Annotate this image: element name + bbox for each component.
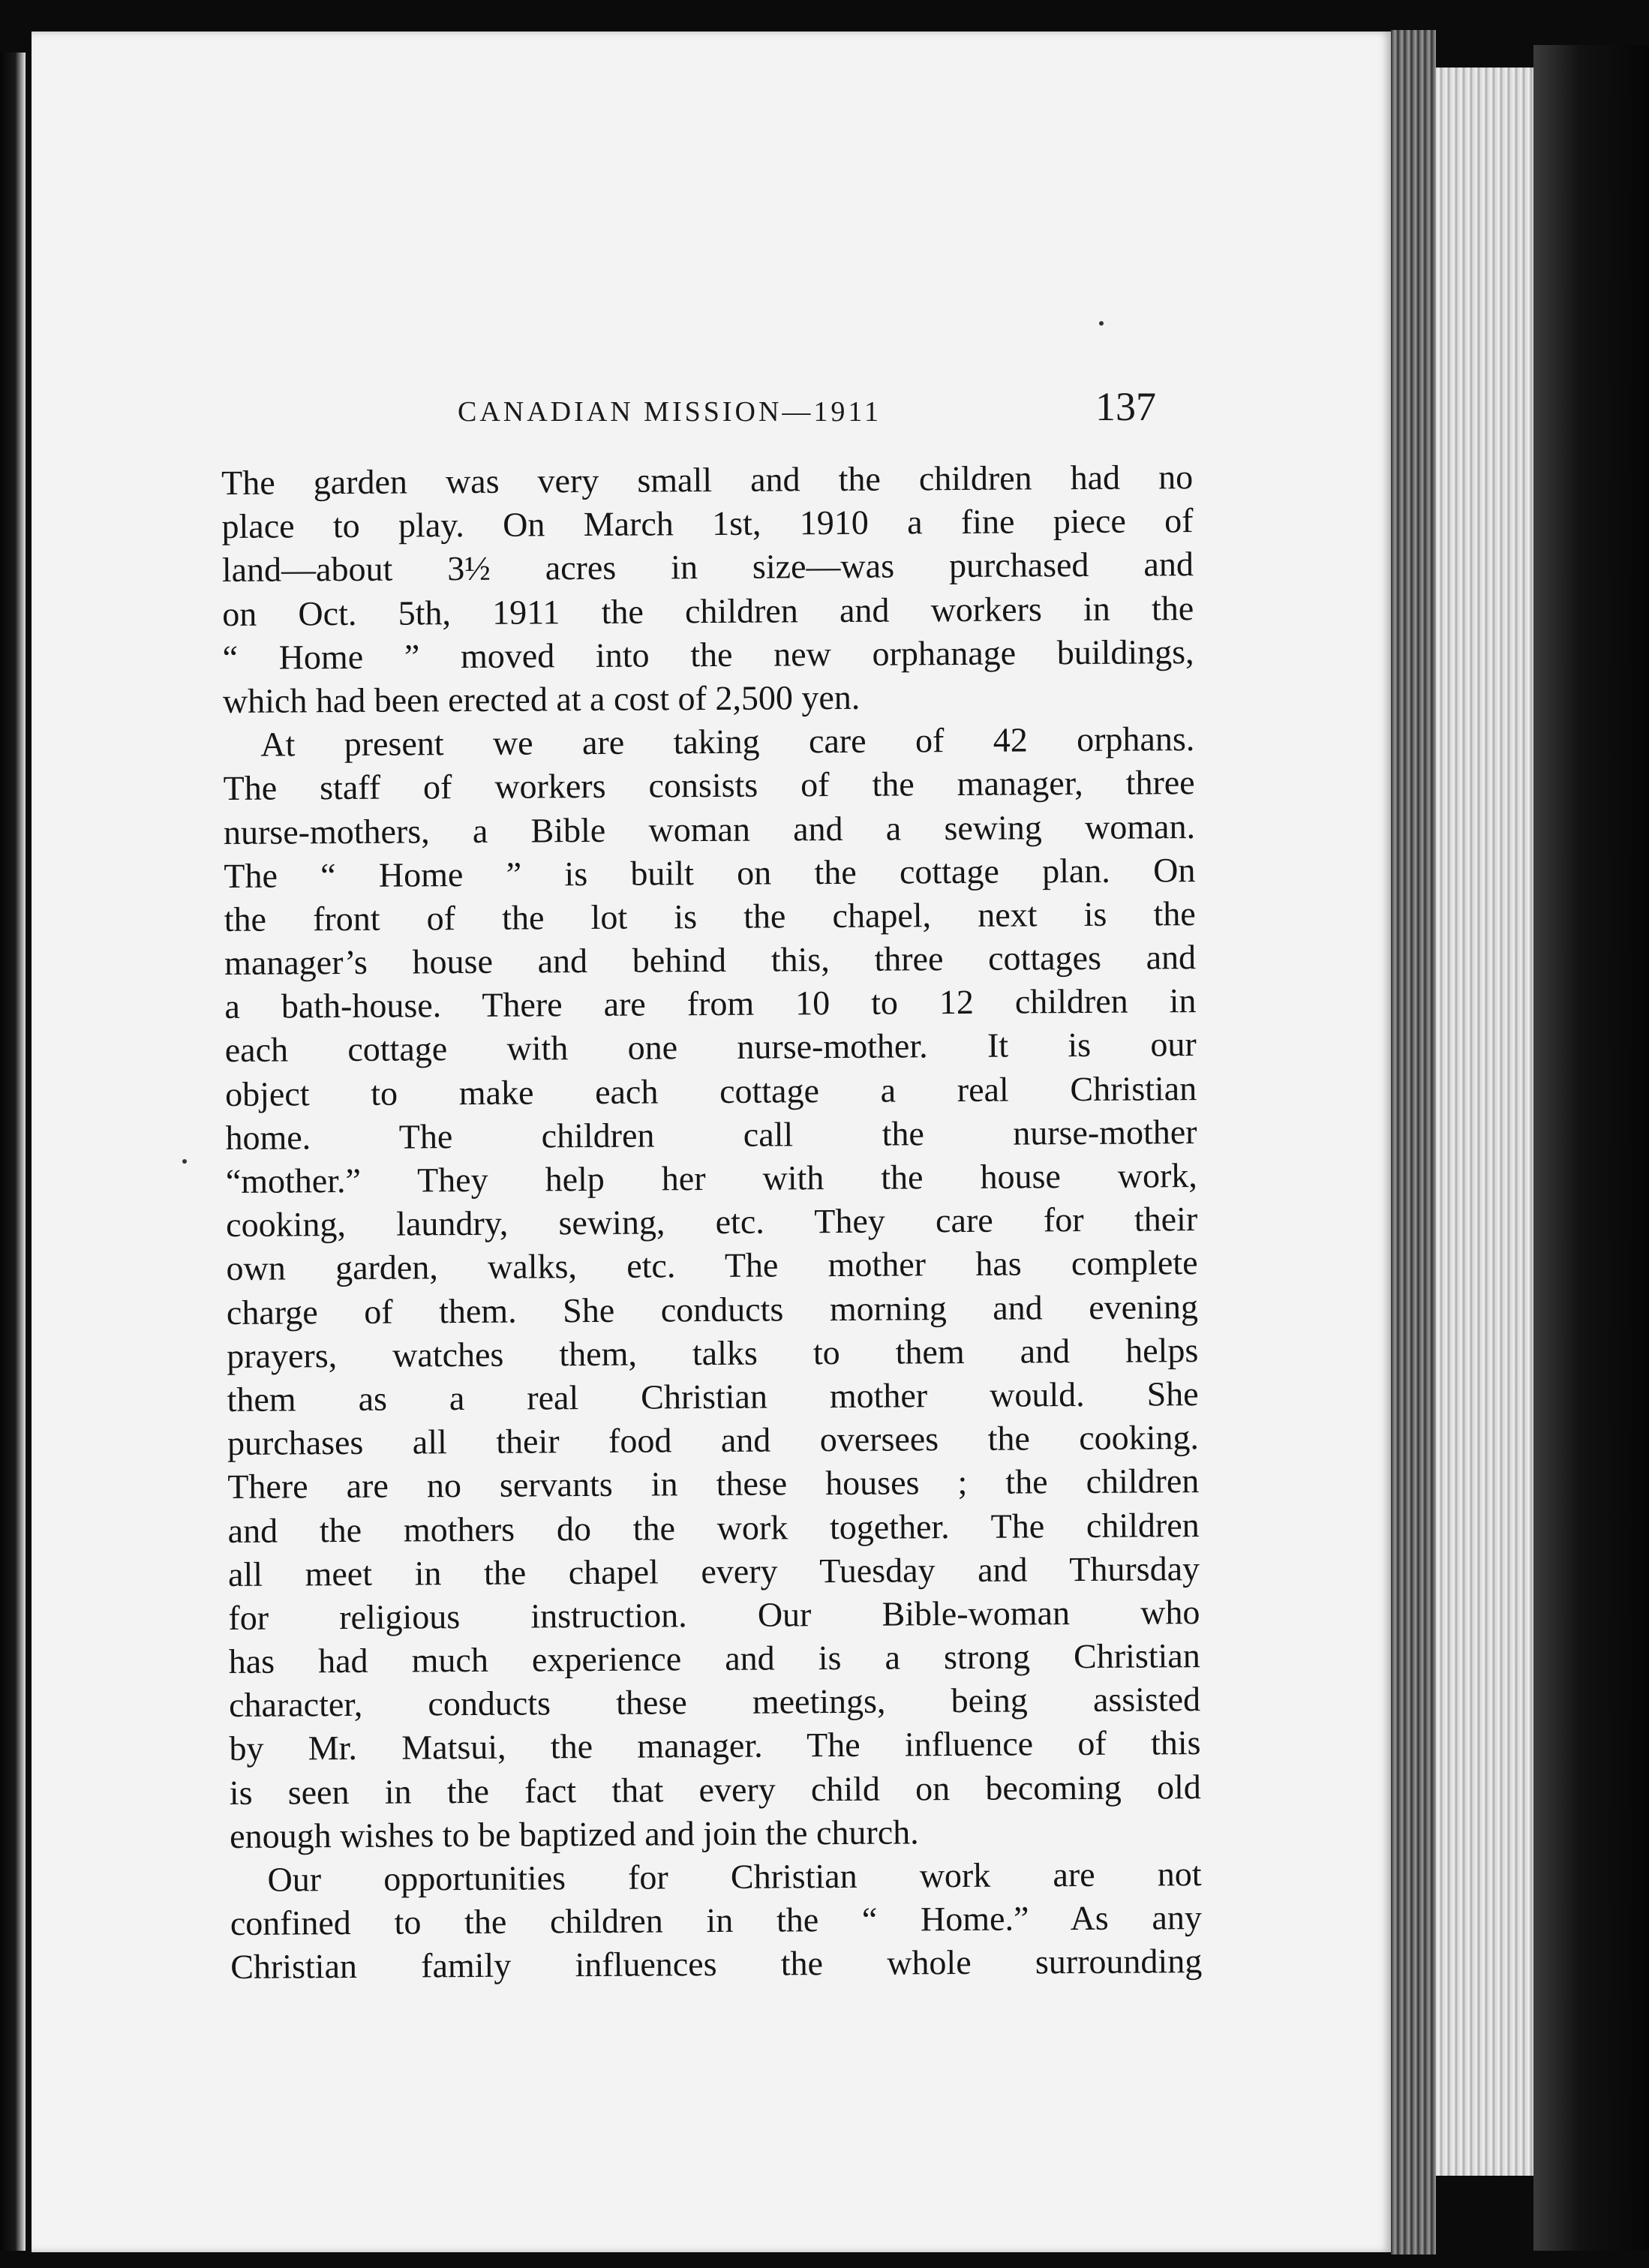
text-line: a bath-house. There are from 10 to 12 children in — [224, 981, 1197, 1026]
text-line: the front of the lot is the chapel, next is the — [224, 894, 1196, 939]
text-line: cooking, laundry, sewing, etc. They care for their — [226, 1200, 1198, 1245]
text-line: on Oct. 5th, 1911 the children and workers in the — [222, 588, 1194, 633]
text-line: prayers, watches them, talks to them and helps — [227, 1330, 1199, 1375]
text-line: purchases all their food and oversees the cooking. — [227, 1418, 1200, 1463]
page-edges — [1436, 68, 1533, 2176]
text-line: each cottage with one nurse-mother. It is our — [224, 1025, 1197, 1070]
text-line: them as a real Christian mother would. She — [227, 1374, 1199, 1419]
text-line: land—about 3½ acres in size—was purchased and — [221, 545, 1194, 590]
running-title: CANADIAN MISSION—1911 — [458, 396, 882, 428]
page-header — [225, 379, 1163, 446]
text-line: character, conducts these meetings, being assisted — [228, 1680, 1201, 1725]
left-page-edge — [0, 53, 26, 2251]
text-line: nurse-mothers, a Bible woman and a sewing woman. — [223, 807, 1196, 852]
text-line: object to make each cottage a real Christian — [224, 1068, 1197, 1113]
text-line: which had been erected at a cost of 2,500 yen. — [222, 677, 861, 720]
text-line: own garden, walks, etc. The mother has complete — [226, 1243, 1198, 1288]
text-line: “mother.” They help her with the house work, — [225, 1156, 1197, 1200]
text-line: place to play. On March 1st, 1910 a fine piece of — [221, 501, 1194, 546]
text-line: There are no servants in these houses ; the children — [227, 1461, 1200, 1506]
text-line: At present we are taking care of 42 orphans. — [260, 719, 1195, 764]
text-line: Our opportunities for Christian work are not — [267, 1855, 1202, 1899]
page-number: 137 — [1095, 384, 1156, 429]
text-line: “ Home ” moved into the new orphanage buildings, — [222, 632, 1194, 677]
text-line: confined to the children in the “ Home.” As any — [230, 1898, 1203, 1943]
text-line: enough wishes to be baptized and join the church. — [230, 1813, 919, 1855]
text-line: The staff of workers consists of the manager, three — [223, 763, 1195, 808]
body-text — [221, 455, 1202, 1989]
text-line: all meet in the chapel every Tuesday and Thursday — [227, 1549, 1200, 1594]
speck — [182, 1159, 187, 1164]
scan-background — [1533, 45, 1649, 2251]
text-line: has had much experience and is a strong Christian — [228, 1636, 1200, 1681]
text-line: home. The children call the nurse-mother — [225, 1112, 1197, 1157]
speck — [1099, 321, 1104, 326]
text-line: charge of them. She conducts morning and evening — [226, 1287, 1199, 1332]
book-gutter — [1391, 30, 1436, 2254]
text-line: Christian family influences the whole surrounding — [230, 1942, 1203, 1987]
text-line: The “ Home ” is built on the cottage plan. On — [224, 850, 1196, 895]
text-line: and the mothers do the work together. The children — [227, 1505, 1200, 1550]
text-line: The garden was very small and the children had no — [221, 458, 1194, 502]
text-line: manager’s house and behind this, three cottages and — [224, 938, 1197, 983]
text-line: for religious instruction. Our Bible-woman who — [228, 1592, 1200, 1637]
text-line: is seen in the fact that every child on becoming old — [229, 1767, 1201, 1812]
text-line: by Mr. Matsui, the manager. The influence of this — [229, 1723, 1201, 1768]
